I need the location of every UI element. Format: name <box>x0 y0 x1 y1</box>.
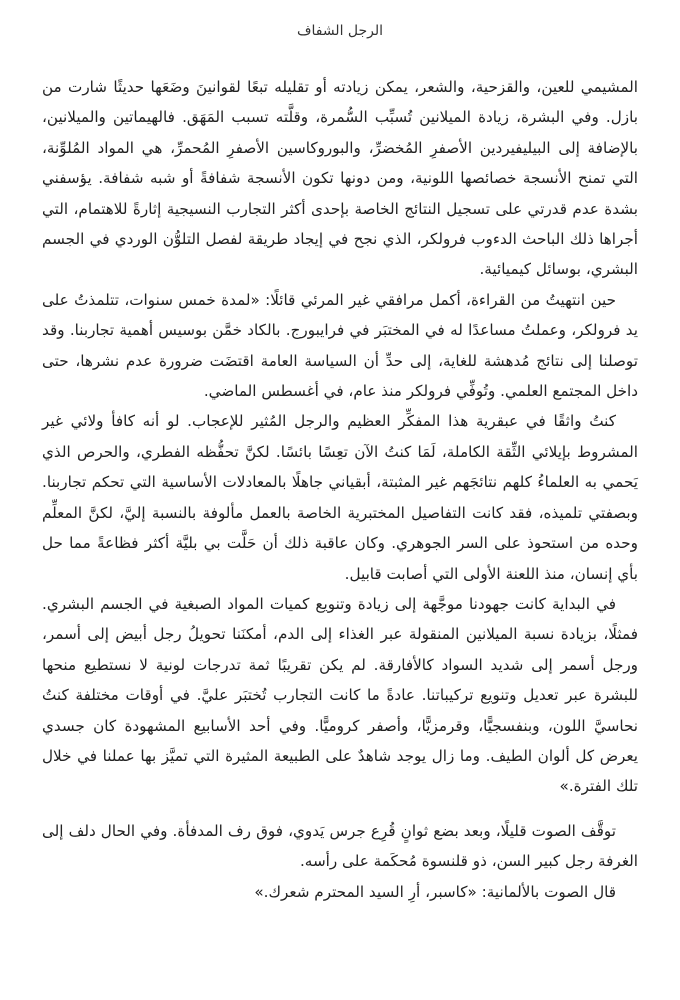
paragraph-2: حين انتهيتُ من القراءة، أكمل مرافقي غير المرئي قائلًا: «لمدة خمس سنوات، تتلمذتُ على يد فرولكر، وعملتُ مساعدًا له في المختبَر في فرايبورج. بالكاد خمَّن بوسيس أهمية تجاربنا. وقد توصلنا إلى نتائج مُدهشة للغاية، إلى حدِّ أن السياسة العامة اقتضَت ضرورة عدم نشرها، حتى داخل المجتمع العلمي. وتُوفِّي فرولكر منذ عام، في أغسطس الماضي. <box>42 290 638 401</box>
body-text <box>42 72 638 907</box>
paragraph-4: في البداية كانت جهودنا موجَّهة إلى زيادة وتنويع كميات المواد الصبغية في الجسم البشري. فمثلًا، بزيادة نسبة الميلانين المنقولة عبر الغذاء إلى الدم، أمكنَنا تحويلُ رجل أبيض إلى أسمر، ورجل أسمر إلى شديد السواد كالأفارقة. لم يكن تقريبًا ثمة تدرجات لونية لا نستطيع منحها للبشرة عبر تعديل وتنويع تركيباتنا. عادةً ما كانت التجارب تُختبَر عليَّ. في أوقات مختلفة كنتُ نحاسيَّ اللون، وبنفسجيًّا، وقرمزيًّا، وأصفر كروميًّا. وفي أحد الأسابيع المشهودة كان جسدي يعرض كل ألوان الطيف. وما زال يوجد شاهدٌ على الطبيعة المثيرة التي تميَّز بها عملنا في خلال تلك الفترة.» <box>42 594 638 796</box>
paragraph-3: كنتُ واثقًا في عبقرية هذا المفكِّر العظيم والرجل المُثير للإعجاب. لو أنه كافأ ولائي غير المشروط بإيلائي الثِّقة الكاملة، لَمَا كنتُ الآن تعِسًا بائسًا. لكنَّ تحفُّظه الفطري، والحرص الذي يَحمي به العلماءُ كلهم نتائجَهم غير المثبتة، أبقياني جاهلًا بالمعادلات الأساسية التي تحكم تجاربنا. وبصفتي تلميذه، فقد كانت التفاصيل المختبرية الخاصة بالعمل مألوفة بالنسبة إليَّ، لكنَّ المعلِّم وحده من استحوذ على السر الجوهري. وكان عاقبة ذلك أن حَلَّت بي بليَّة أكثر فظاعةً مما حل بأي إنسان، منذ اللعنة الأولى التي أصابت قابيل. <box>42 412 638 583</box>
paragraph-1: المشيمي للعين، والقزحية، والشعر، يمكن زيادته أو تقليله تبعًا لقوانينَ وضَعَها حديثًا شارت من بازل. وفي البشرة، زيادة الميلانين تُسبِّب السُّمرة، وقلَّته تسبب المَهَق. فالهيماتين والميلانين، بالإضافة إلى البيليفيردين الأصفرِ المُخضرِّ، والبوروكاسين الأصفرِ المُحمرِّ، هي المواد المُلوِّنة، التي تمنح الأنسجة خصائصها اللونية، ومن دونها تكون الأنسجة شفافةً أو شبه شفافة. يؤسفني بشدة عدم قدرتي على تسجيل النتائج الخاصة بإحدى أكثر التجارب النسيجية إثارةً للاهتمام، التي أجراها ذلك الباحث الدءوب فرولكر، الذي نجح في إيجاد طريقة لفصل التلوُّن الوردي في الجسم البشري، بوسائل كيميائية. <box>42 78 638 279</box>
paragraph-5: توقَّف الصوت قليلًا، وبعد بضع ثوانٍ قُرِع جرس يَدوي، فوق رف المدفأة. وفي الحال دلف إلى الغرفة رجل كبير السن، ذو قلنسوة مُحكَمة على رأسه. <box>42 821 638 871</box>
running-header: الرجل الشفاف <box>296 23 384 39</box>
paragraph-6: قال الصوت بالألمانية: «كاسبر، أرِ السيد المحترم شعرك.» <box>254 882 616 901</box>
